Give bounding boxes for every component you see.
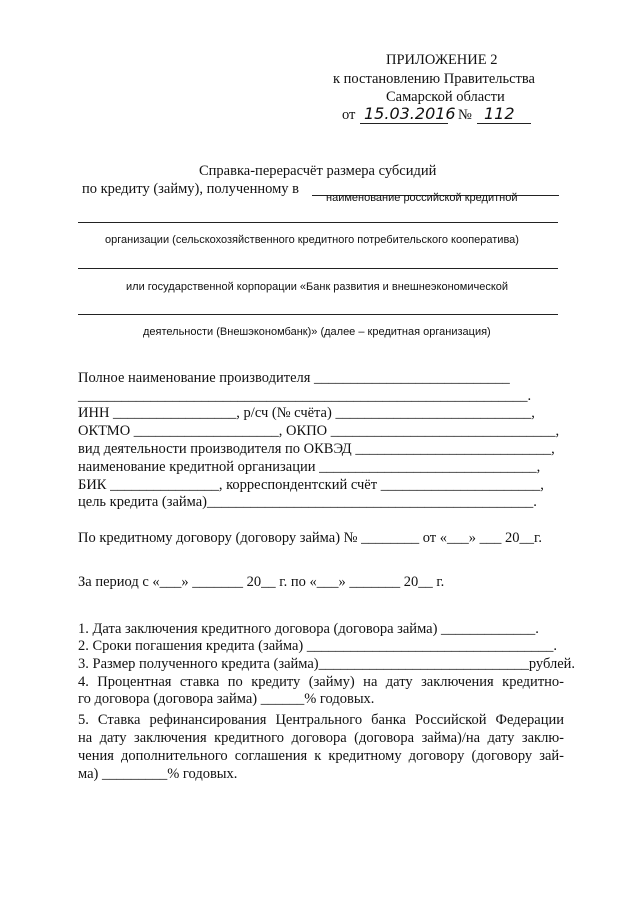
date-underline bbox=[360, 123, 448, 124]
hint-creditor-name: наименование российской кредитной bbox=[326, 192, 518, 204]
item-5-line-4: ма) _________% годовых. bbox=[78, 766, 238, 782]
field-okved: вид деятельности производителя по ОКВЭД ___________________________, bbox=[78, 441, 555, 457]
field-bik: БИК _______________, корреспондентский счёт ______________________, bbox=[78, 477, 544, 493]
handwritten-date: 15.03.2016 bbox=[364, 104, 456, 123]
handwritten-number: 112 bbox=[484, 104, 515, 123]
item-5-line-1: 5. Ставка рефинансирования Центрального банка Российской Федерации bbox=[78, 712, 564, 728]
field-inn: ИНН _________________, р/сч (№ счёта) ___________________________, bbox=[78, 405, 535, 421]
document-title: Справка-перерасчёт размера субсидий bbox=[199, 163, 437, 179]
field-purpose: цель кредита (займа)_____________________________________________. bbox=[78, 494, 537, 510]
hint-veb: деятельности (Внешэкономбанк)» (далее – кредитная организация) bbox=[143, 326, 491, 338]
item-5-line-3: чения дополнительного соглашения к кредитному договору (договору зай- bbox=[78, 748, 564, 764]
field-producer-cont: ______________________________________________________________. bbox=[78, 388, 532, 404]
item-3: 3. Размер полученного кредита (займа)_____________________________рублей. bbox=[78, 656, 576, 672]
contract-line: По кредитному договору (договору займа) № ________ от «___» ___ 20__г. bbox=[78, 530, 542, 546]
item-4-line-2: го договора (договора займа) ______% годовых. bbox=[78, 691, 375, 707]
blank-line-3 bbox=[78, 314, 558, 315]
item-2: 2. Сроки погашения кредита (займа) __________________________________. bbox=[78, 638, 558, 654]
number-underline bbox=[477, 123, 531, 124]
period-line: За период с «___» _______ 20__ г. по «___» _______ 20__ г. bbox=[78, 574, 445, 590]
title-line-2: по кредиту (займу), полученному в bbox=[82, 181, 300, 197]
appendix-title: ПРИЛОЖЕНИЕ 2 bbox=[386, 52, 498, 68]
field-oktmo: ОКТМО ____________________, ОКПО _______________________________, bbox=[78, 423, 560, 439]
blank-line-1 bbox=[78, 222, 558, 223]
hint-organization: организации (сельскохозяйственного кредитного потребительского кооператива) bbox=[105, 234, 519, 246]
date-prefix: от bbox=[342, 107, 356, 123]
blank-line-2 bbox=[78, 268, 558, 269]
item-4-line-1: 4. Процентная ставка по кредиту (займу) на дату заключения кредитно- bbox=[78, 674, 564, 690]
number-sign: № bbox=[458, 107, 472, 123]
item-1: 1. Дата заключения кредитного договора (договора займа) _____________. bbox=[78, 621, 539, 637]
header-line-1: к постановлению Правительства bbox=[333, 71, 535, 87]
hint-corporation: или государственной корпорации «Банк развития и внешнеэкономической bbox=[126, 281, 509, 293]
field-producer: Полное наименование производителя ___________________________ bbox=[78, 370, 510, 386]
field-bank-name: наименование кредитной организации ______________________________, bbox=[78, 459, 541, 475]
item-5-line-2: на дату заключения кредитного договора (договора займа)/на дату заклю- bbox=[78, 730, 564, 746]
header-line-2: Самарской области bbox=[386, 89, 505, 105]
